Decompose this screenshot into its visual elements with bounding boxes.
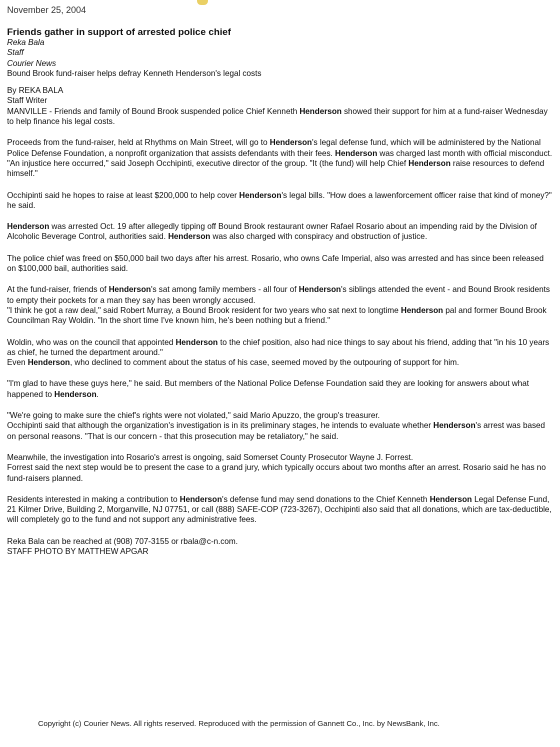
dek: Bound Brook fund-raiser helps defray Kenneth Henderson's legal costs bbox=[7, 68, 262, 78]
keyword-highlight: Henderson bbox=[429, 494, 472, 504]
article-paragraph bbox=[7, 453, 553, 484]
keyword-highlight: Henderson bbox=[400, 305, 444, 315]
keyword-highlight: Henderson bbox=[7, 222, 50, 232]
paragraph-text: 's defense fund may send donations to the Chief Kenneth bbox=[222, 494, 430, 504]
paragraph-text: At the fund-raiser, friends of bbox=[7, 285, 109, 295]
paragraph-text: "I'm glad to have these guys here," he said. But members of the National Police Defense Foundation said they are looking for answers about what happened to bbox=[7, 379, 529, 399]
paragraph-text: "I think he got a raw deal," said Robert Murray, a Bound Brook resident for two years who sat next to longtime bbox=[7, 305, 401, 315]
article-body bbox=[7, 107, 553, 558]
article-paragraph bbox=[7, 537, 553, 558]
paragraph-text: Occhipinti said that although the organization's investigation is in its preliminary stages, he intends to evaluate whether bbox=[7, 421, 434, 431]
paragraph-text: Woldin, who was on the council that appointed bbox=[7, 337, 176, 347]
publication-name: Courier News bbox=[7, 58, 57, 68]
keyword-highlight: Henderson bbox=[408, 158, 451, 168]
keyword-highlight: Henderson bbox=[108, 285, 151, 295]
headline: Friends gather in support of arrested police chief bbox=[7, 27, 231, 38]
paragraph-text: to the chief position, also had nice things to say about his friend, adding that "in his 10 years as chief, he turned the department around." bbox=[7, 337, 550, 357]
paragraph-text: "An injustice here occurred," said Joseph Occhipinti, executive director of the group. "It (the fund) will help Chief bbox=[7, 158, 409, 168]
paragraph-text: 's legal defense fund, which will be administered by the National Police Defense Foundation, a nonprofit organization that assists defendants with their fees. bbox=[7, 138, 541, 158]
paragraph-text: Occhipinti said he hopes to raise at least $200,000 to help cover bbox=[7, 190, 240, 200]
keyword-highlight: Henderson bbox=[299, 106, 342, 116]
paragraph-text: 's arrest was based on personal reasons. "That is our concern - that this prosecution may be retaliatory," he said. bbox=[7, 421, 546, 441]
keyword-highlight: Henderson bbox=[175, 337, 218, 347]
paragraph-text: was also charged with conspiracy and obstruction of justice. bbox=[210, 232, 428, 242]
paragraph-text: MANVILLE - Friends and family of Bound Brook suspended police Chief Kenneth bbox=[7, 106, 300, 116]
article bbox=[7, 27, 553, 568]
article-date: November 25, 2004 bbox=[7, 5, 87, 15]
paragraph-text: , who declined to comment about the status of his case, seemed moved by the outpouring of support for him. bbox=[69, 358, 460, 368]
paragraph-text: . bbox=[96, 389, 99, 399]
article-paragraph bbox=[7, 338, 553, 369]
paragraph-text: was arrested Oct. 19 after allegedly tipping off Bound Brook restaurant owner Rafael Rosario about an impending raid by the Division of Alcoholic Beverage Control, authorities said. bbox=[7, 222, 537, 242]
paragraph-text: The police chief was freed on $50,000 bail two days after his arrest. Rosario, who owns Cafe Imperial, also was arrested and has since been released on $100,000 bail, authorities said. bbox=[7, 253, 544, 274]
paragraph-text: pal and former Bound Brook Councilman Ray Woldin. "In the short time I've known him, he's been nothing but a friend." bbox=[7, 305, 547, 326]
keyword-highlight: Henderson bbox=[54, 389, 97, 399]
paragraph-text: STAFF PHOTO BY MATTHEW APGAR bbox=[7, 546, 149, 556]
copyright-notice: Copyright (c) Courier News. All rights reserved. Reproduced with the permission of Gannett Co., Inc. by NewsBank, Inc. bbox=[38, 719, 440, 728]
byline: By REKA BALA bbox=[7, 86, 64, 96]
paragraph-text: was charged last month with official misconduct. bbox=[377, 148, 553, 158]
article-paragraph bbox=[7, 138, 553, 179]
keyword-highlight: Henderson bbox=[27, 358, 70, 368]
keyword-highlight: Henderson bbox=[298, 285, 341, 295]
keyword-highlight: Henderson bbox=[269, 138, 312, 148]
article-paragraph bbox=[7, 411, 553, 442]
keyword-highlight: Henderson bbox=[239, 190, 282, 200]
paragraph-text: Residents interested in making a contribution to bbox=[7, 494, 180, 504]
paragraph-text: Meanwhile, the investigation into Rosario's arrest is ongoing, said Somerset County Prosecutor Wayne J. Forrest. bbox=[7, 452, 414, 462]
keyword-highlight: Henderson bbox=[335, 148, 378, 158]
article-paragraph bbox=[7, 379, 553, 400]
keyword-highlight: Henderson bbox=[433, 421, 476, 431]
paragraph-text: Even bbox=[7, 358, 28, 368]
paragraph-text: Forrest said the next step would be to present the case to a grand jury, which typically occurs about two months after an arrest. Rosario said he has no fund-raisers planned. bbox=[7, 463, 546, 483]
article-paragraph bbox=[7, 285, 553, 326]
paragraph-text: Reka Bala can be reached at (908) 707-3155 or rbala@c-n.com. bbox=[7, 536, 238, 546]
article-paragraph bbox=[7, 191, 553, 212]
publisher-seal-icon bbox=[197, 0, 208, 5]
article-paragraph bbox=[7, 107, 553, 128]
author-role: Staff bbox=[7, 48, 24, 58]
author-name: Reka Bala bbox=[7, 38, 45, 47]
paragraph-text: 's siblings attended the event - and Bound Brook residents to empty their pockets for a man they say has been wrongly accused. bbox=[7, 285, 550, 305]
article-paragraph bbox=[7, 495, 553, 526]
paragraph-text: "We're going to make sure the chief's rights were not violated," said Mario Apuzzo, the group's treasurer. bbox=[7, 411, 380, 421]
article-paragraph bbox=[7, 222, 553, 243]
paragraph-text: Proceeds from the fund-raiser, held at Rhythms on Main Street, will go to bbox=[7, 138, 270, 148]
article-paragraph bbox=[7, 254, 553, 275]
paragraph-text: raise resources to defend himself." bbox=[7, 158, 545, 179]
paragraph-text: showed their support for him at a fund-raiser Wednesday to help finance his legal costs. bbox=[7, 106, 548, 127]
byline-role: Staff Writer bbox=[7, 96, 48, 106]
keyword-highlight: Henderson bbox=[168, 232, 211, 242]
paragraph-text: 's sat among family members - all four of bbox=[150, 285, 299, 295]
paragraph-text: 's legal bills. "How does a lawenforcement officer raise that kind of money?" he said. bbox=[7, 190, 552, 210]
paragraph-text: Legal Defense Fund, 21 Kilmer Drive, Building 2, Morganville, NJ 07751, or call (888) SAFE-COP (723-3267), Occhipinti also said that all donations, which are tax-deductible, will completely go to the fund and not support any administrative fees. bbox=[7, 494, 552, 525]
keyword-highlight: Henderson bbox=[179, 494, 223, 504]
